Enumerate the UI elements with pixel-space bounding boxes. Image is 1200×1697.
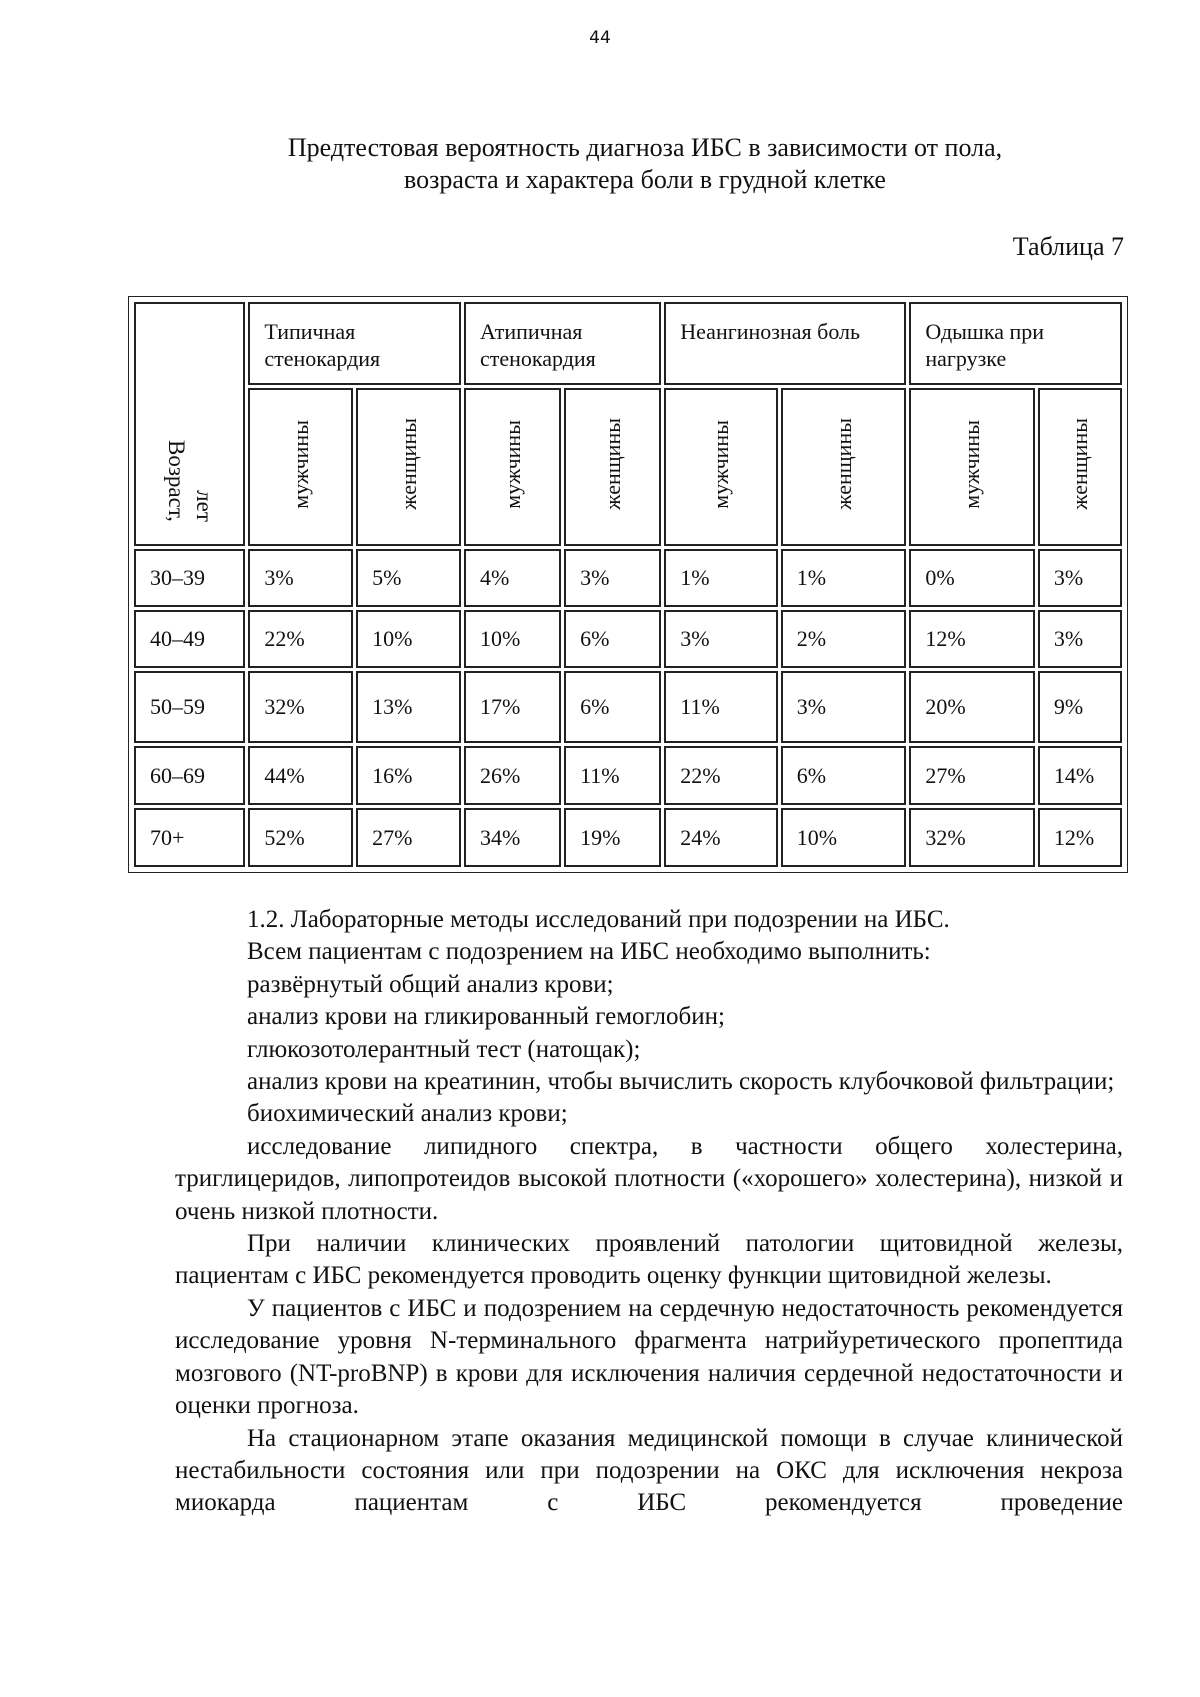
- value-cell: 3%: [1038, 549, 1122, 607]
- age-cell: 70+: [134, 808, 245, 867]
- value-cell: 5%: [356, 549, 461, 607]
- table-row: [134, 746, 1122, 805]
- value-cell: 11%: [664, 671, 778, 743]
- age-header-line-2: лет: [191, 490, 217, 522]
- table-row: [134, 808, 1122, 867]
- value-cell: 13%: [356, 671, 461, 743]
- paragraph: Всем пациентам с подозрением на ИБС необходимо выполнить:: [247, 938, 931, 966]
- value-cell: 27%: [356, 808, 461, 867]
- page-number: 44: [589, 28, 611, 48]
- group-non-anginal-pain: Неангинозная боль: [664, 302, 906, 385]
- sex-header-female: женщины: [781, 388, 907, 546]
- paragraph: На стационарном этапе оказания медицинской помощи в случае клинической нестабильности состояния или при подозрении на ОКС для исключения некроза миокарда пациентам с ИБС рекомендуется проведение: [175, 1424, 1123, 1517]
- value-cell: 3%: [1038, 610, 1122, 668]
- body-text: [175, 904, 1123, 1520]
- probability-table: [128, 296, 1128, 873]
- value-cell: 24%: [664, 808, 778, 867]
- group-typical-angina: Типичная стенокардия: [248, 302, 461, 385]
- table-sex-header-row: [134, 388, 1122, 546]
- list-item: биохимический анализ крови;: [247, 1100, 568, 1128]
- value-cell: 14%: [1038, 746, 1122, 805]
- value-cell: 9%: [1038, 671, 1122, 743]
- value-cell: 6%: [781, 746, 907, 805]
- value-cell: 22%: [664, 746, 778, 805]
- page-title: [170, 132, 1120, 196]
- value-cell: 3%: [664, 610, 778, 668]
- value-cell: 34%: [464, 808, 561, 867]
- value-cell: 26%: [464, 746, 561, 805]
- value-cell: 10%: [464, 610, 561, 668]
- section-heading: 1.2. Лабораторные методы исследований при подозрении на ИБС.: [247, 906, 950, 933]
- value-cell: 3%: [248, 549, 353, 607]
- value-cell: 10%: [356, 610, 461, 668]
- value-cell: 32%: [909, 808, 1035, 867]
- sex-header-female: женщины: [356, 388, 461, 546]
- sex-header-male: мужчины: [909, 388, 1035, 546]
- value-cell: 6%: [564, 671, 661, 743]
- value-cell: 1%: [781, 549, 907, 607]
- value-cell: 10%: [781, 808, 907, 867]
- value-cell: 32%: [248, 671, 353, 743]
- title-line-1: Предтестовая вероятность диагноза ИБС в зависимости от пола,: [287, 133, 1003, 162]
- age-cell: 50–59: [134, 671, 245, 743]
- age-cell: 60–69: [134, 746, 245, 805]
- list-item: развёрнутый общий анализ крови;: [247, 970, 614, 998]
- title-line-2: возраста и характера боли в грудной клетке: [404, 165, 886, 194]
- value-cell: 3%: [564, 549, 661, 607]
- sex-header-male: мужчины: [464, 388, 561, 546]
- value-cell: 4%: [464, 549, 561, 607]
- value-cell: 17%: [464, 671, 561, 743]
- value-cell: 52%: [248, 808, 353, 867]
- group-dyspnea: Одышка при нагрузке: [909, 302, 1122, 385]
- sex-header-male: мужчины: [248, 388, 353, 546]
- table-label: Таблица 7: [1012, 232, 1124, 261]
- age-cell: 40–49: [134, 610, 245, 668]
- value-cell: 44%: [248, 746, 353, 805]
- value-cell: 16%: [356, 746, 461, 805]
- age-header-line-1: Возраст,: [163, 440, 189, 522]
- paragraph: При наличии клинических проявлений патологии щитовидной железы, пациентам с ИБС рекомендуется проводить оценку функции щитовидной железы.: [175, 1230, 1123, 1290]
- table-row: [134, 549, 1122, 607]
- list-item: исследование липидного спектра, в частности общего холестерина, триглицеридов, липопротеидов высокой плотности («хорошего» холестерина), низкой и очень низкой плотности.: [175, 1132, 1123, 1225]
- value-cell: 20%: [909, 671, 1035, 743]
- sex-header-female: женщины: [1038, 388, 1122, 546]
- value-cell: 2%: [781, 610, 907, 668]
- group-atypical-angina: Атипичная стенокардия: [464, 302, 661, 385]
- list-item: анализ крови на креатинин, чтобы вычислить скорость клубочковой фильтрации;: [247, 1068, 1115, 1096]
- value-cell: 12%: [1038, 808, 1122, 867]
- list-item: глюкозотолерантный тест (натощак);: [247, 1035, 641, 1063]
- value-cell: 3%: [781, 671, 907, 743]
- value-cell: 0%: [909, 549, 1035, 607]
- paragraph: У пациентов с ИБС и подозрением на сердечную недостаточность рекомендуется исследование уровня N-терминального фрагмента натрийуретического пропептида мозгового (NT-proBNP) в крови для исключения наличия сердечной недостаточности и оценки прогноза.: [175, 1294, 1123, 1420]
- table-row: [134, 671, 1122, 743]
- sex-header-female: женщины: [564, 388, 661, 546]
- list-item: анализ крови на гликированный гемоглобин;: [247, 1003, 725, 1031]
- value-cell: 11%: [564, 746, 661, 805]
- value-cell: 1%: [664, 549, 778, 607]
- value-cell: 27%: [909, 746, 1035, 805]
- value-cell: 6%: [564, 610, 661, 668]
- age-cell: 30–39: [134, 549, 245, 607]
- age-header-cell: [134, 302, 245, 546]
- value-cell: 22%: [248, 610, 353, 668]
- table-row: [134, 610, 1122, 668]
- table-group-header-row: [134, 302, 1122, 385]
- value-cell: 12%: [909, 610, 1035, 668]
- sex-header-male: мужчины: [664, 388, 778, 546]
- value-cell: 19%: [564, 808, 661, 867]
